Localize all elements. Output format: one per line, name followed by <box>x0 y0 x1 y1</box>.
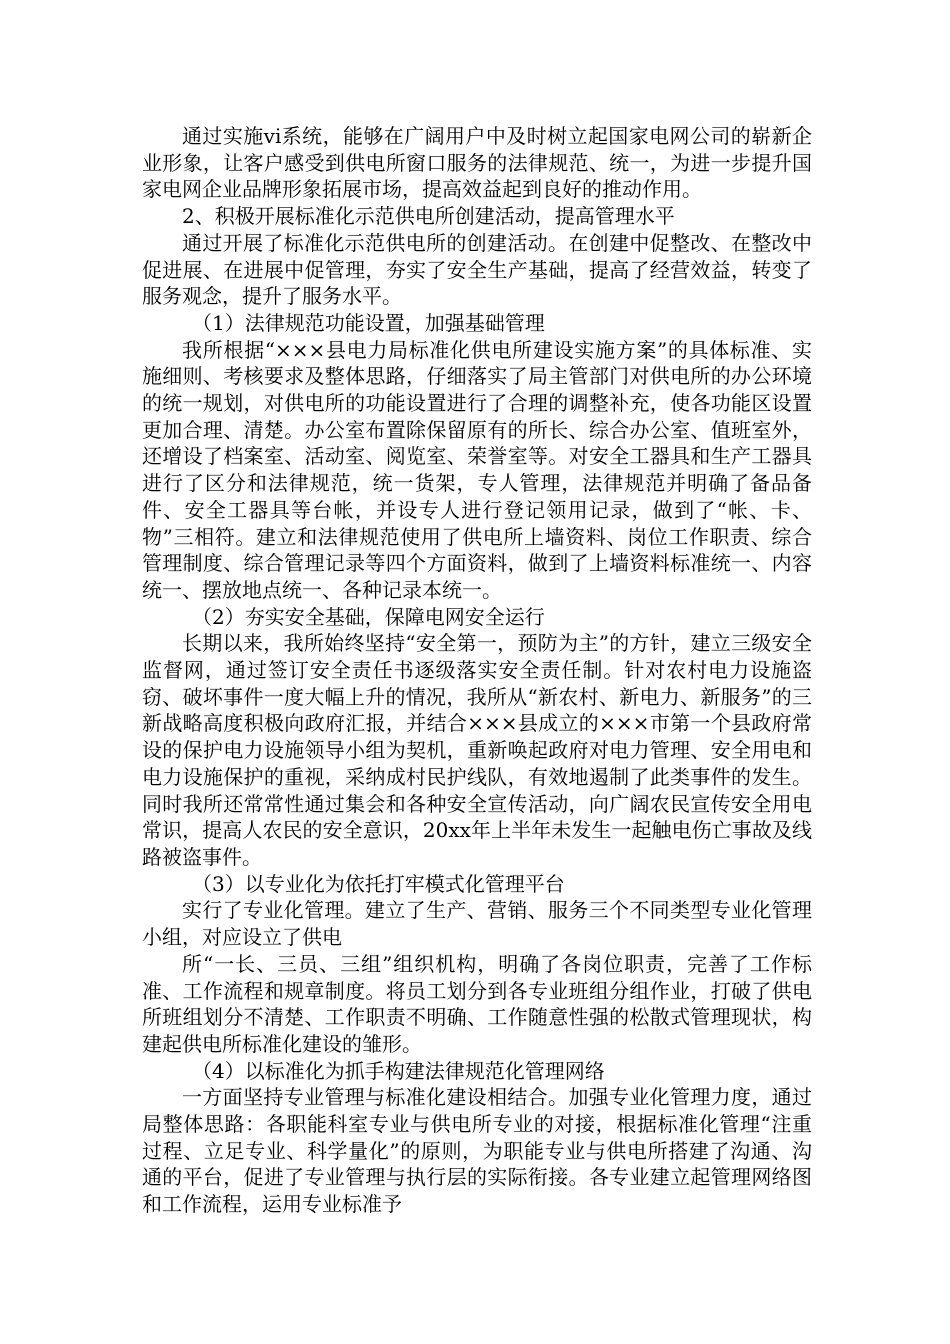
paragraph-creation-activity: 通过开展了标准化示范供电所的创建活动。在创建中促整改、在整改中促进展、在进展中促管理，夯实了安全生产基础，提高了经营效益，转变了服务观念，提升了服务水平。 <box>142 230 812 309</box>
subheading-1: （1）法律规范功能设置，加强基础管理 <box>192 310 545 335</box>
paragraph-safety: 长期以来，我所始终坚持“安全第一，预防为主”的方针，建立三级安全监督网，通过签订安全责任书逐级落实安全责任制。针对农村电力设施盗窃、破坏事件一度大幅上升的情况，我所从“新农村、新电力、新服务”的三新战略高度积极向政府汇报，并结合×××县成立的×××市第一个县政府常设的保护电力设施领导小组为契机，重新唤起政府对电力管理、安全用电和电力设施保护的重视，采纳成村民护线队，有效地遏制了此类事件的发生。同时我所还常常性通过集会和各种安全宣传活动，向广阔农民宣传安全用电常识，提高人农民的安全意识，20xx年上半年未发生一起触电伤亡事故及线路被盗事件。 <box>142 631 812 869</box>
subheading-2: （2）夯实安全基础，保障电网安全运行 <box>192 604 545 629</box>
document-body <box>142 123 812 1218</box>
subheading-3: （3）以专业化为依托打牢模式化管理平台 <box>192 871 565 896</box>
paragraph-vi-system: 通过实施vi系统，能够在广阔用户中及时树立起国家电网公司的崭新企业形象，让客户感受到供电所窗口服务的法律规范、统一，为进一步提升国家电网企业品牌形象拓展市场，提高效益起到良好的推动作用。 <box>142 124 812 202</box>
paragraph-specialization: 实行了专业化管理。建立了生产、营销、服务三个不同类型专业化管理小组，对应设立了供电 <box>142 898 812 950</box>
paragraph-function-setup: 我所根据“×××县电力局标准化供电所建设实施方案”的具体标准、实施细则、考核要求及整体思路，仔细落实了局主管部门对供电所的办公环境的统一规划，对供电所的功能设置进行了合理的调整补充，使各功能区设置更加合理、清楚。办公室布置除保留原有的所长、综合办公室、值班室外，还增设了档案室、活动室、阅览室、荣誉室等。对安全工器具和生产工器具进行了区分和法律规范，统一货架，专人管理，法律规范并明确了备品备件、安全工器具等台帐，并设专人进行登记领用记录，做到了“帐、卡、物”三相符。建立和法律规范使用了供电所上墙资料、岗位工作职责、综合管理制度、综合管理记录等四个方面资料，做到了上墙资料标准统一、内容统一、摆放地点统一、各种记录本统一。 <box>142 337 812 602</box>
paragraph-organization: 所“一长、三员、三组”组织机构，明确了各岗位职责，完善了工作标准、工作流程和规章制度。将员工划分到各专业班组分组作业，打破了供电所班组划分不清楚、工作职责不明确、工作随意性强的松散式管理现状，构建起供电所标准化建设的雏形。 <box>142 951 812 1056</box>
paragraph-standardization: 一方面坚持专业管理与标准化建设相结合。加强专业化管理力度，通过局整体思路：各职能科室专业与供电所专业的对接，根据标准化管理“注重过程、立足专业、科学量化”的原则，为职能专业与供电所搭建了沟通、沟通的平台，促进了专业管理与执行层的实际衔接。各专业建立起管理网络图和工作流程，运用专业标准予 <box>142 1085 812 1217</box>
subheading-4: （4）以标准化为抓手构建法律规范化管理网络 <box>192 1058 605 1083</box>
section-heading-2: 2、积极开展标准化示范供电所创建活动，提高管理水平 <box>182 204 675 229</box>
